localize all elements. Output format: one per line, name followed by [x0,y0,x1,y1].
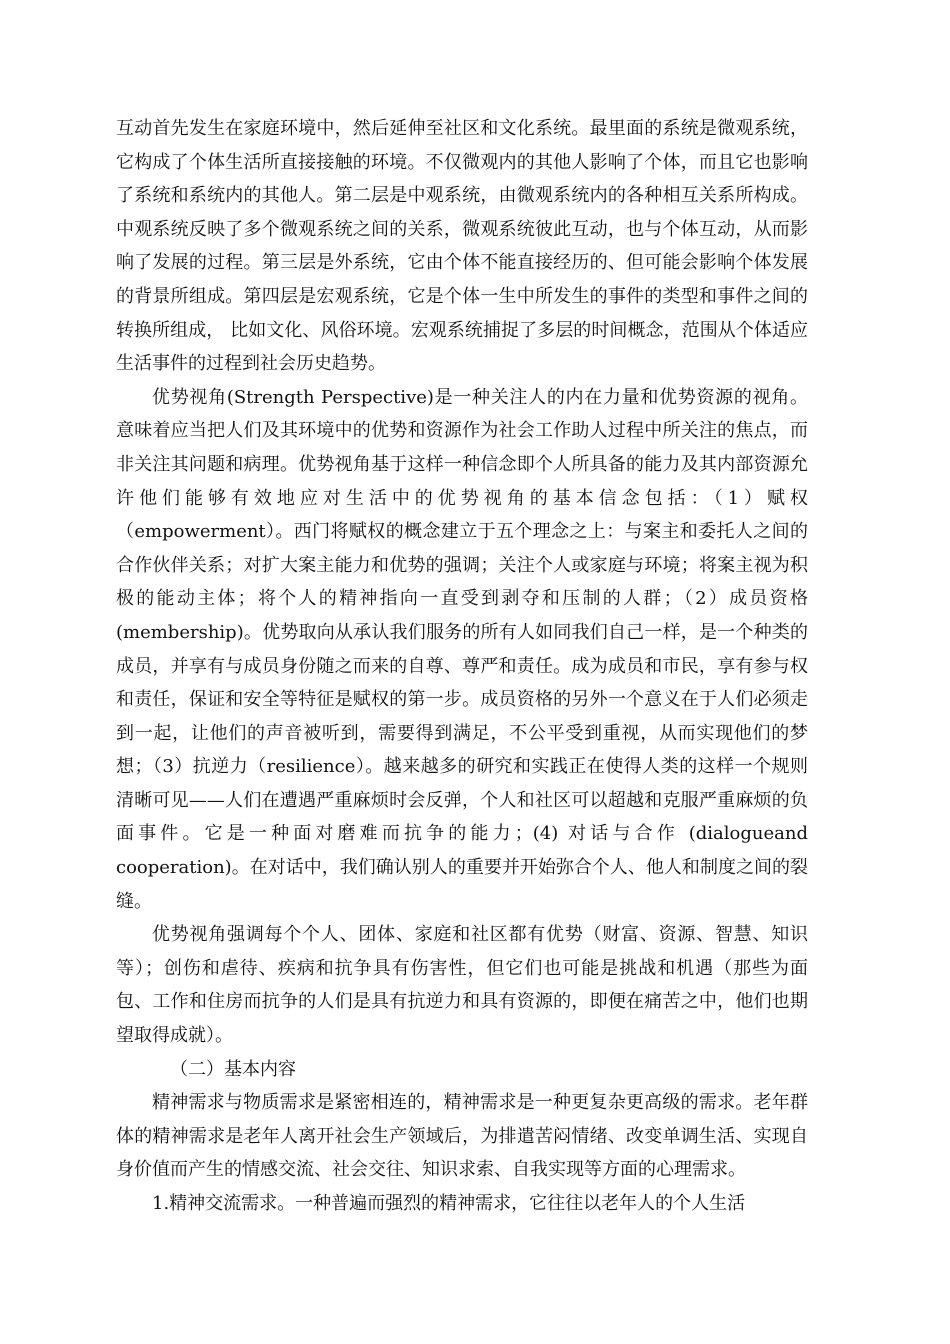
document-body [116,112,808,1221]
paragraph-spiritual-needs: 精神需求与物质需求是紧密相连的，精神需求是一种更复杂更高级的需求。老年群体的精神需求是老年人离开社会生产领域后，为排遣苦闷情绪、改变单调生活、实现自身价值而产生的情感交流、社会交往、知识求索、自我实现等方面的心理需求。 [116,1092,808,1181]
paragraph-ecological-systems: 互动首先发生在家庭环境中，然后延伸至社区和文化系统。最里面的系统是微观系统，它构成了个体生活所直接接触的环境。不仅微观内的其他人影响了个体，而且它也影响了系统和系统内的其他人。第二层是中观系统，由微观系统内的各种相互关系所构成。中观系统反映了多个微观系统之间的关系，微观系统彼此互动，也与个体互动，从而影响了发展的过程。第三层是外系统，它由个体不能直接经历的、但可能会影响个体发展的背景所组成。第四层是宏观系统，它是个体一生中所发生的事件的类型和事件之间的转换所组成， 比如文化、风俗环境。宏观系统捕捉了多层的时间概念，范围从个体适应生活事件的过程到社会历史趋势。 [116,118,808,375]
section-heading: （二）基本内容 [170,1058,296,1080]
paragraph-communication-needs: 1.精神交流需求。一种普遍而强烈的精神需求，它往往以老年人的个人生活 [152,1193,746,1214]
paragraph-strength-emphasis: 优势视角强调每个个人、团体、家庭和社区都有优势（财富、资源、智慧、知识等）；创伤和虐待、疾病和抗争具有伤害性，但它们也可能是挑战和机遇（那些为面包、工作和住房而抗争的人们是具有抗逆力和具有资源的，即便在痛苦之中，他们也期望取得成就）。 [116,924,808,1047]
paragraph-strength-perspective: 优势视角(Strength Perspective)是一种关注人的内在力量和优势资源的视角。意味着应当把人们及其环境中的优势和资源作为社会工作助人过程中所关注的焦点，而非关注其问题和病理。优势视角基于这样一种信念即个人所具备的能力及其内部资源允许他们能够有效地应对生活中的优势视角的基本信念包括：（1）赋权（empowerment）。西门将赋权的概念建立于五个理念之上：与案主和委托人之间的合作伙伴关系；对扩大案主能力和优势的强调；关注个人或家庭与环境；将案主视为积极的能动主体；将个人的精神指向一直受到剥夺和压制的人群；（2）成员资格 (membership)。优势取向从承认我们服务的所有人如同我们自己一样，是一个种类的成员，并享有与成员身份随之而来的自尊、尊严和责任。成为成员和市民，享有参与权和责任，保证和安全等特征是赋权的第一步。成员资格的另外一个意义在于人们必须走到一起，让他们的声音被听到，需要得到满足，不公平受到重视，从而实现他们的梦想；（3）抗逆力（resilience）。越来越多的研究和实践正在使得人类的这样一个规则清晰可见——人们在遭遇严重麻烦时会反弹，个人和社区可以超越和克服严重麻烦的负面事件。它是一种面对磨难而抗争的能力；(4) 对话与合作 (dialogueand cooperation)。在对话中，我们确认别人的重要并开始弥合个人、他人和制度之间的裂缝。 [116,386,808,912]
